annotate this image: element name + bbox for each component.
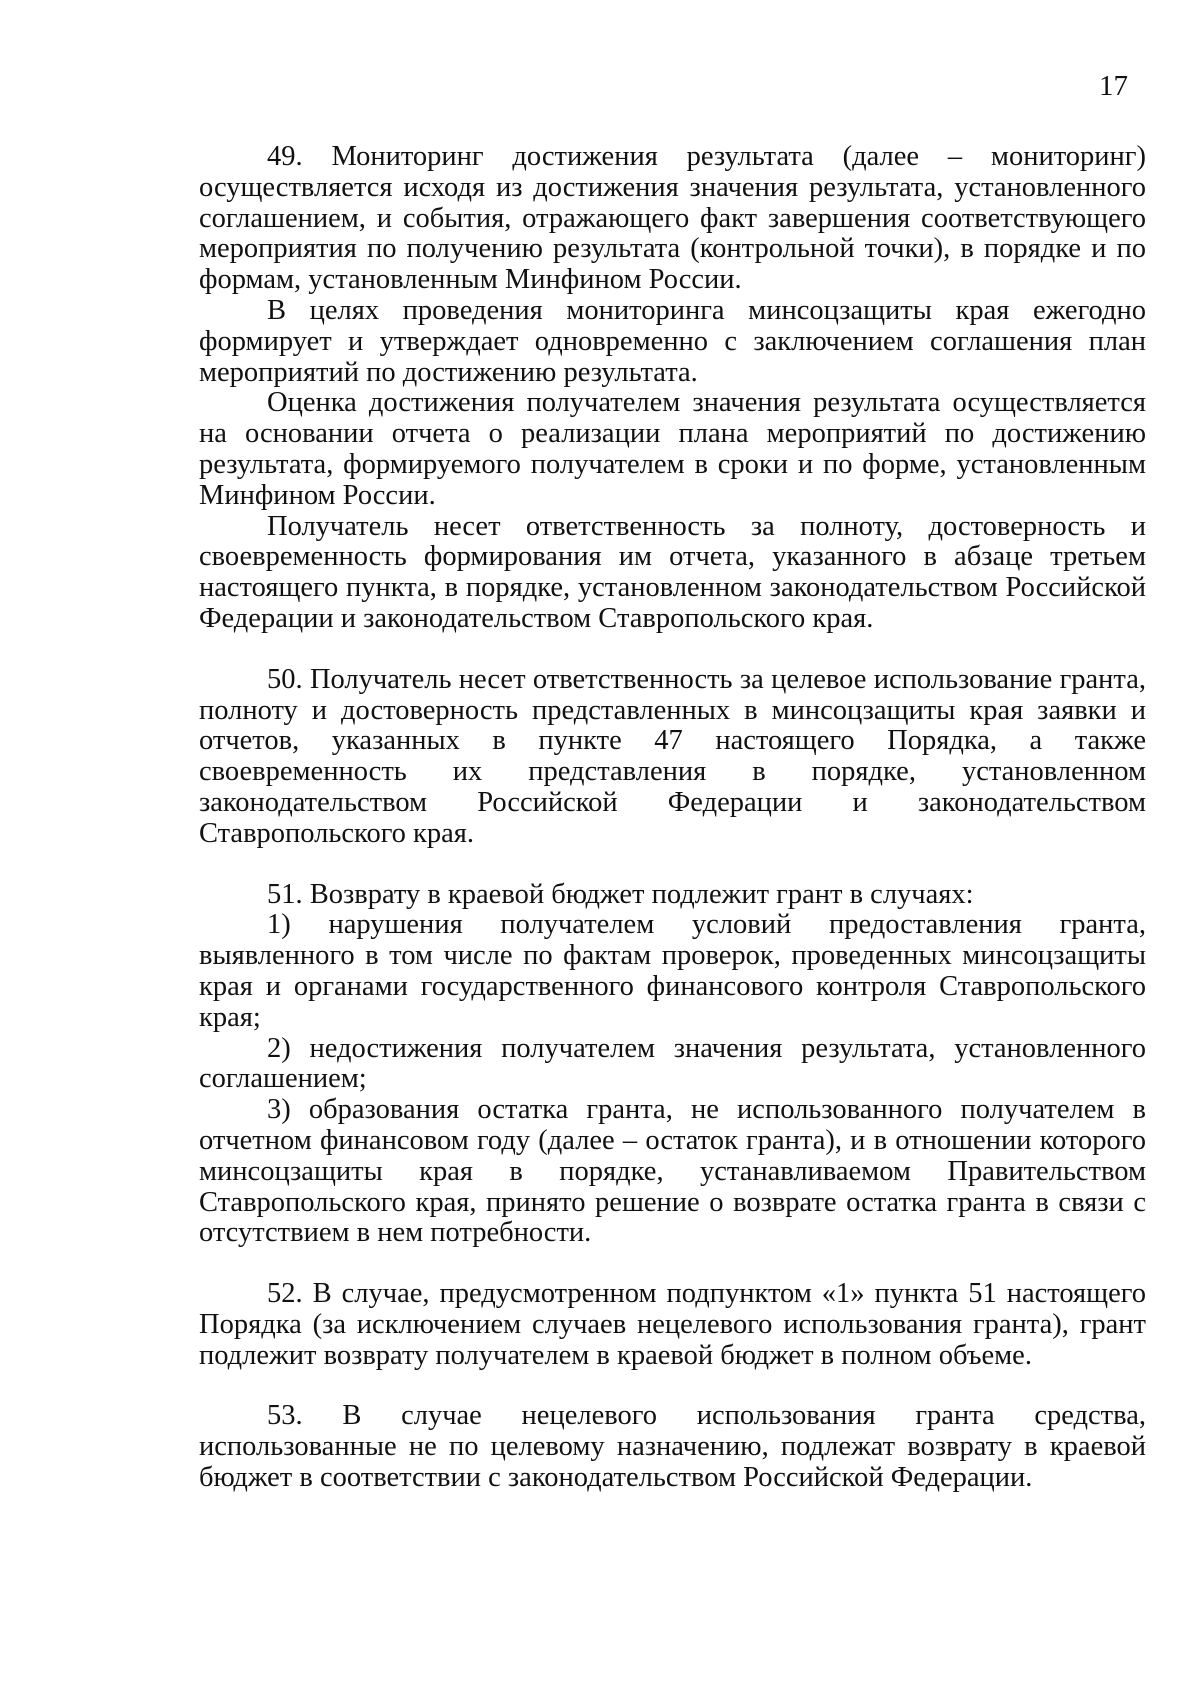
paragraph-49-evaluation: Оценка достижения получателем значения результата осуществляется на основании отчета о реализации плана мероприятий по достижению результата, формируемого получателем в сроки и по форме, установленным Минфином России. [199, 387, 1146, 511]
paragraph-gap [199, 635, 1146, 665]
paragraph-gap [199, 850, 1146, 880]
paragraph-49: 49. Мониторинг достижения результата (далее – мониторинг) осуществляется исходя из достижения значения результата, установленного соглашением, и события, отражающего факт завершения соответствующего мероприятия по получению результата (контрольной точки), в порядке и по формам, установленным Минфином России. [199, 141, 1146, 296]
paragraph-51: 51. Возврату в краевой бюджет подлежит грант в случаях: [267, 878, 974, 910]
paragraph-gap [199, 1371, 1146, 1401]
paragraph-gap [199, 1249, 1146, 1279]
paragraph-52: 52. В случае, предусмотренном подпунктом «1» пункта 51 настоящего Порядка (за исключением случаев нецелевого использования гранта), грант подлежит возврату получателем в краевой бюджет в полном объеме. [199, 1278, 1146, 1371]
paragraph-51-item-2: 2) недостижения получателем значения результата, установленного соглашением; [199, 1032, 1146, 1095]
page-number: 17 [1099, 70, 1128, 102]
paragraph-51-item-3: 3) образования остатка гранта, не использованного получателем в отчетном финансовом году (далее – остаток гранта), и в отношении которого минсоцзащиты края в порядке, устанавливаемом Правительством Ставропольского края, принято решение о возврате остатка гранта в связи с отсутствием в нем потребности. [199, 1094, 1146, 1249]
paragraph-49-responsibility: Получатель несет ответственность за полноту, достоверность и своевременность формирования им отчета, указанного в абзаце третьем настоящего пункта, в порядке, установленном законодательством Российской Федерации и законодательством Ставропольского края. [199, 510, 1146, 634]
document-body [199, 142, 1146, 1494]
paragraph-51-item-1: 1) нарушения получателем условий предоставления гранта, выявленного в том числе по фактам проверок, проведенных минсоцзащиты края и органами государственного финансового контроля Ставропольского края; [199, 909, 1146, 1033]
paragraph-53: 53. В случае нецелевого использования гранта средства, использованные не по целевому назначению, подлежат возврату в краевой бюджет в соответствии с законодательством Российской Федерации. [199, 1400, 1146, 1494]
paragraph-49-monitoring-plan: В целях проведения мониторинга минсоцзащиты края ежегодно формирует и утверждает одновременно с заключением соглашения план мероприятий по достижению результата. [199, 294, 1146, 388]
paragraph-50: 50. Получатель несет ответственность за целевое использование гранта, полноту и достоверность представленных в минсоцзащиты края заявки и отчетов, указанных в пункте 47 настоящего Порядка, а также своевременность их представления в порядке, установленном законодательством Российской Федерации и законодательством Ставропольского края. [199, 663, 1146, 849]
